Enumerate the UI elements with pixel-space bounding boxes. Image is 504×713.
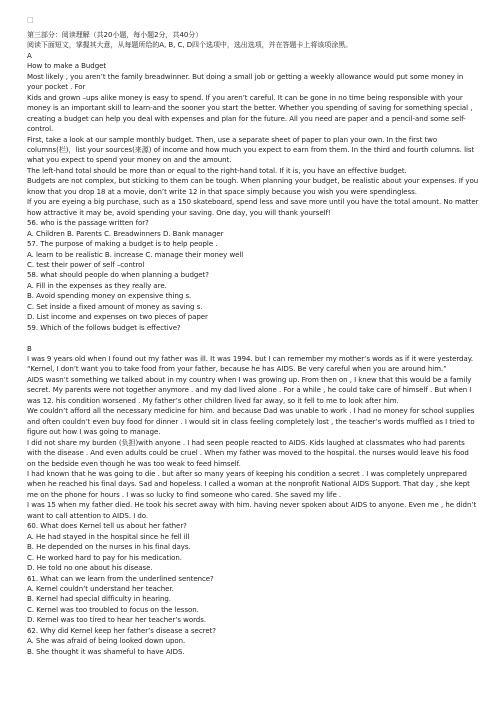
text-line: A. She was afraid of being looked down upon.	[27, 637, 186, 646]
text-line: B. Kernel had special difficulty in hearing.	[27, 595, 171, 604]
text-line: A. learn to be realistic B. increase C. manage their money well	[27, 250, 244, 259]
text-line: I was 15 when my father died. He took his secret away with him. having never spoken about AIDS to anyone. Even me , he didn’t want to call attention to AIDS. I do.	[27, 501, 477, 520]
text-line: A	[27, 51, 32, 60]
text-line: D. He told no one about his disease.	[27, 564, 153, 573]
text-line: C. Kernel was too troubled to focus on the lesson.	[27, 605, 199, 614]
text-line: First, take a look at our sample monthly budget. Then, use a separate sheet of paper to plan your own. In the first two columns(栏)，list your sources(来源) of income and how much you expect to earn from them. In the third and fourth columns. list what you expect to spend your money on and the amount.	[27, 135, 475, 165]
text-line: How to make a Budget	[27, 62, 107, 71]
text-line: If you are eyeing a big purchase, such as a 150 skateboard, spend less and save more until you have the total amount. No matter how attractive it may be, avoid spending your saving. One day, you will thank yourself!	[27, 198, 479, 217]
text-line: A. Fill in the expenses as they really are.	[27, 281, 167, 290]
text-line: 58. what should people do when planning a budget?	[27, 271, 209, 280]
text-line: A. Children B. Parents C. Breadwinners D. Bank manager	[27, 229, 224, 238]
text-line: C. He worked hard to pay for his medication.	[27, 553, 182, 562]
text-line: 60. What does Kernel tell us about her father?	[27, 522, 187, 531]
text-line: B	[27, 344, 32, 353]
text-line: D. List income and expenses on two pieces of paper	[27, 313, 208, 322]
text-line: A. Kernel couldn’t understand her teacher.	[27, 585, 174, 593]
text-line: 61. What can we learn from the underlined sentence?	[27, 574, 214, 583]
paragraph-gap	[27, 333, 479, 343]
text-line: 56. who is the passage written for?	[27, 219, 149, 228]
text-line: B. She thought it was shameful to have AIDS.	[27, 647, 185, 656]
text-line: AIDS wasn’t something we talked about in my country when I was growing up. From then on , I knew that this would be a family secret. My parents were not together anymore . and my dad lived alone . For a while , he could take care of himself . But when I was 12. his condition worsened . My father’s other children lived far away, so it fell to me to look after him.	[27, 375, 472, 405]
text-line: C. test their power of self –control	[27, 260, 145, 269]
document-body	[27, 30, 479, 657]
text-line: C. Set inside a fixed amount of money as saving s.	[27, 302, 203, 311]
text-line: I had known that he was going to die . but after so many years of keeping his condition a secret . I was completely unprepared when he reached his final days. Sad and hopeless. I called a woman at the nonprofit National AIDS Support. That day , she kept me on the phone for hours . I was so lucky to find someone who cared. She saved my life .	[27, 470, 470, 499]
text-line: I was 9 years old when I found out my father was ill. It was 1994. but I can remember my mother’s words as if it were yesterday. “Kernel, I don’t want you to take food from your father, because he has AIDS. Be very careful when you are around him.”	[27, 355, 474, 374]
text-line: Kids and grown –ups alike money is easy to spend. If you aren’t careful. It can be gone in no time being responsible with your money is an important skill to learn-and the sooner you start the better. Whether you spending of saving for something special , creating a budget can help you deal with expenses and plan for the future. All you need are paper and a pencil-and some self-control.	[27, 93, 473, 134]
text-line: 62. Why did Kernel keep her father’s disease a secret?	[27, 626, 216, 635]
text-line: 59. Which of the follows budget is effective?	[27, 323, 181, 332]
text-line: Most likely , you aren’t the family breadwinner. But doing a small job or getting a weekly allowance would put some money in your pocket . For	[27, 72, 464, 92]
text-line: 第三部分：阅读理解（共20小题，每小题2分，共40分）	[27, 31, 203, 39]
text-line: I did not share my burden (负担)with anyone . I had seen people reacted to AIDS. Kids laughed at classmates who had parents with the disease . And even adults could be cruel . When my father was moved to the hospital. the nurses would leave his food on the bedside even though he was too weak to feed himself.	[27, 438, 469, 468]
text-line: 阅读下面短文，掌握其大意，从每题所给的A, B, C, D四个选项中，选出选项，并在答题卡上将该项涂黑。	[27, 41, 353, 50]
page-marker: □	[27, 16, 34, 24]
text-line: We couldn’t afford all the necessary medicine for him. and because Dad was unable to work . I had no money for school supplies and often couldn’t even buy food for dinner . I would sit in class feeling completely lost , the teacher’s words muffled as I tried to figure out how I was going to manage.	[27, 407, 475, 437]
text-line: Budgets are not complex, but sticking to them can be tough. When planning your budget, be realistic about your expenses. If you know that you drop 18 at a movie, don’t write 12 in that space simply because you wish you were spendingless.	[27, 177, 479, 196]
text-line: B. Avoid spending money on expensive thing s.	[27, 292, 192, 301]
text-line: The left-hand total should be more than or equal to the right-hand total. If it is, you have an effective budget.	[27, 166, 407, 175]
text-line: 57. The purpose of making a budget is to help people .	[27, 240, 218, 249]
text-line: D. Kernel was too tired to hear her teacher’s words.	[27, 616, 207, 625]
text-line: A. He had stayed in the hospital since he fell ill	[27, 532, 190, 541]
text-line: B. He depended on the nurses in his final days.	[27, 543, 191, 552]
